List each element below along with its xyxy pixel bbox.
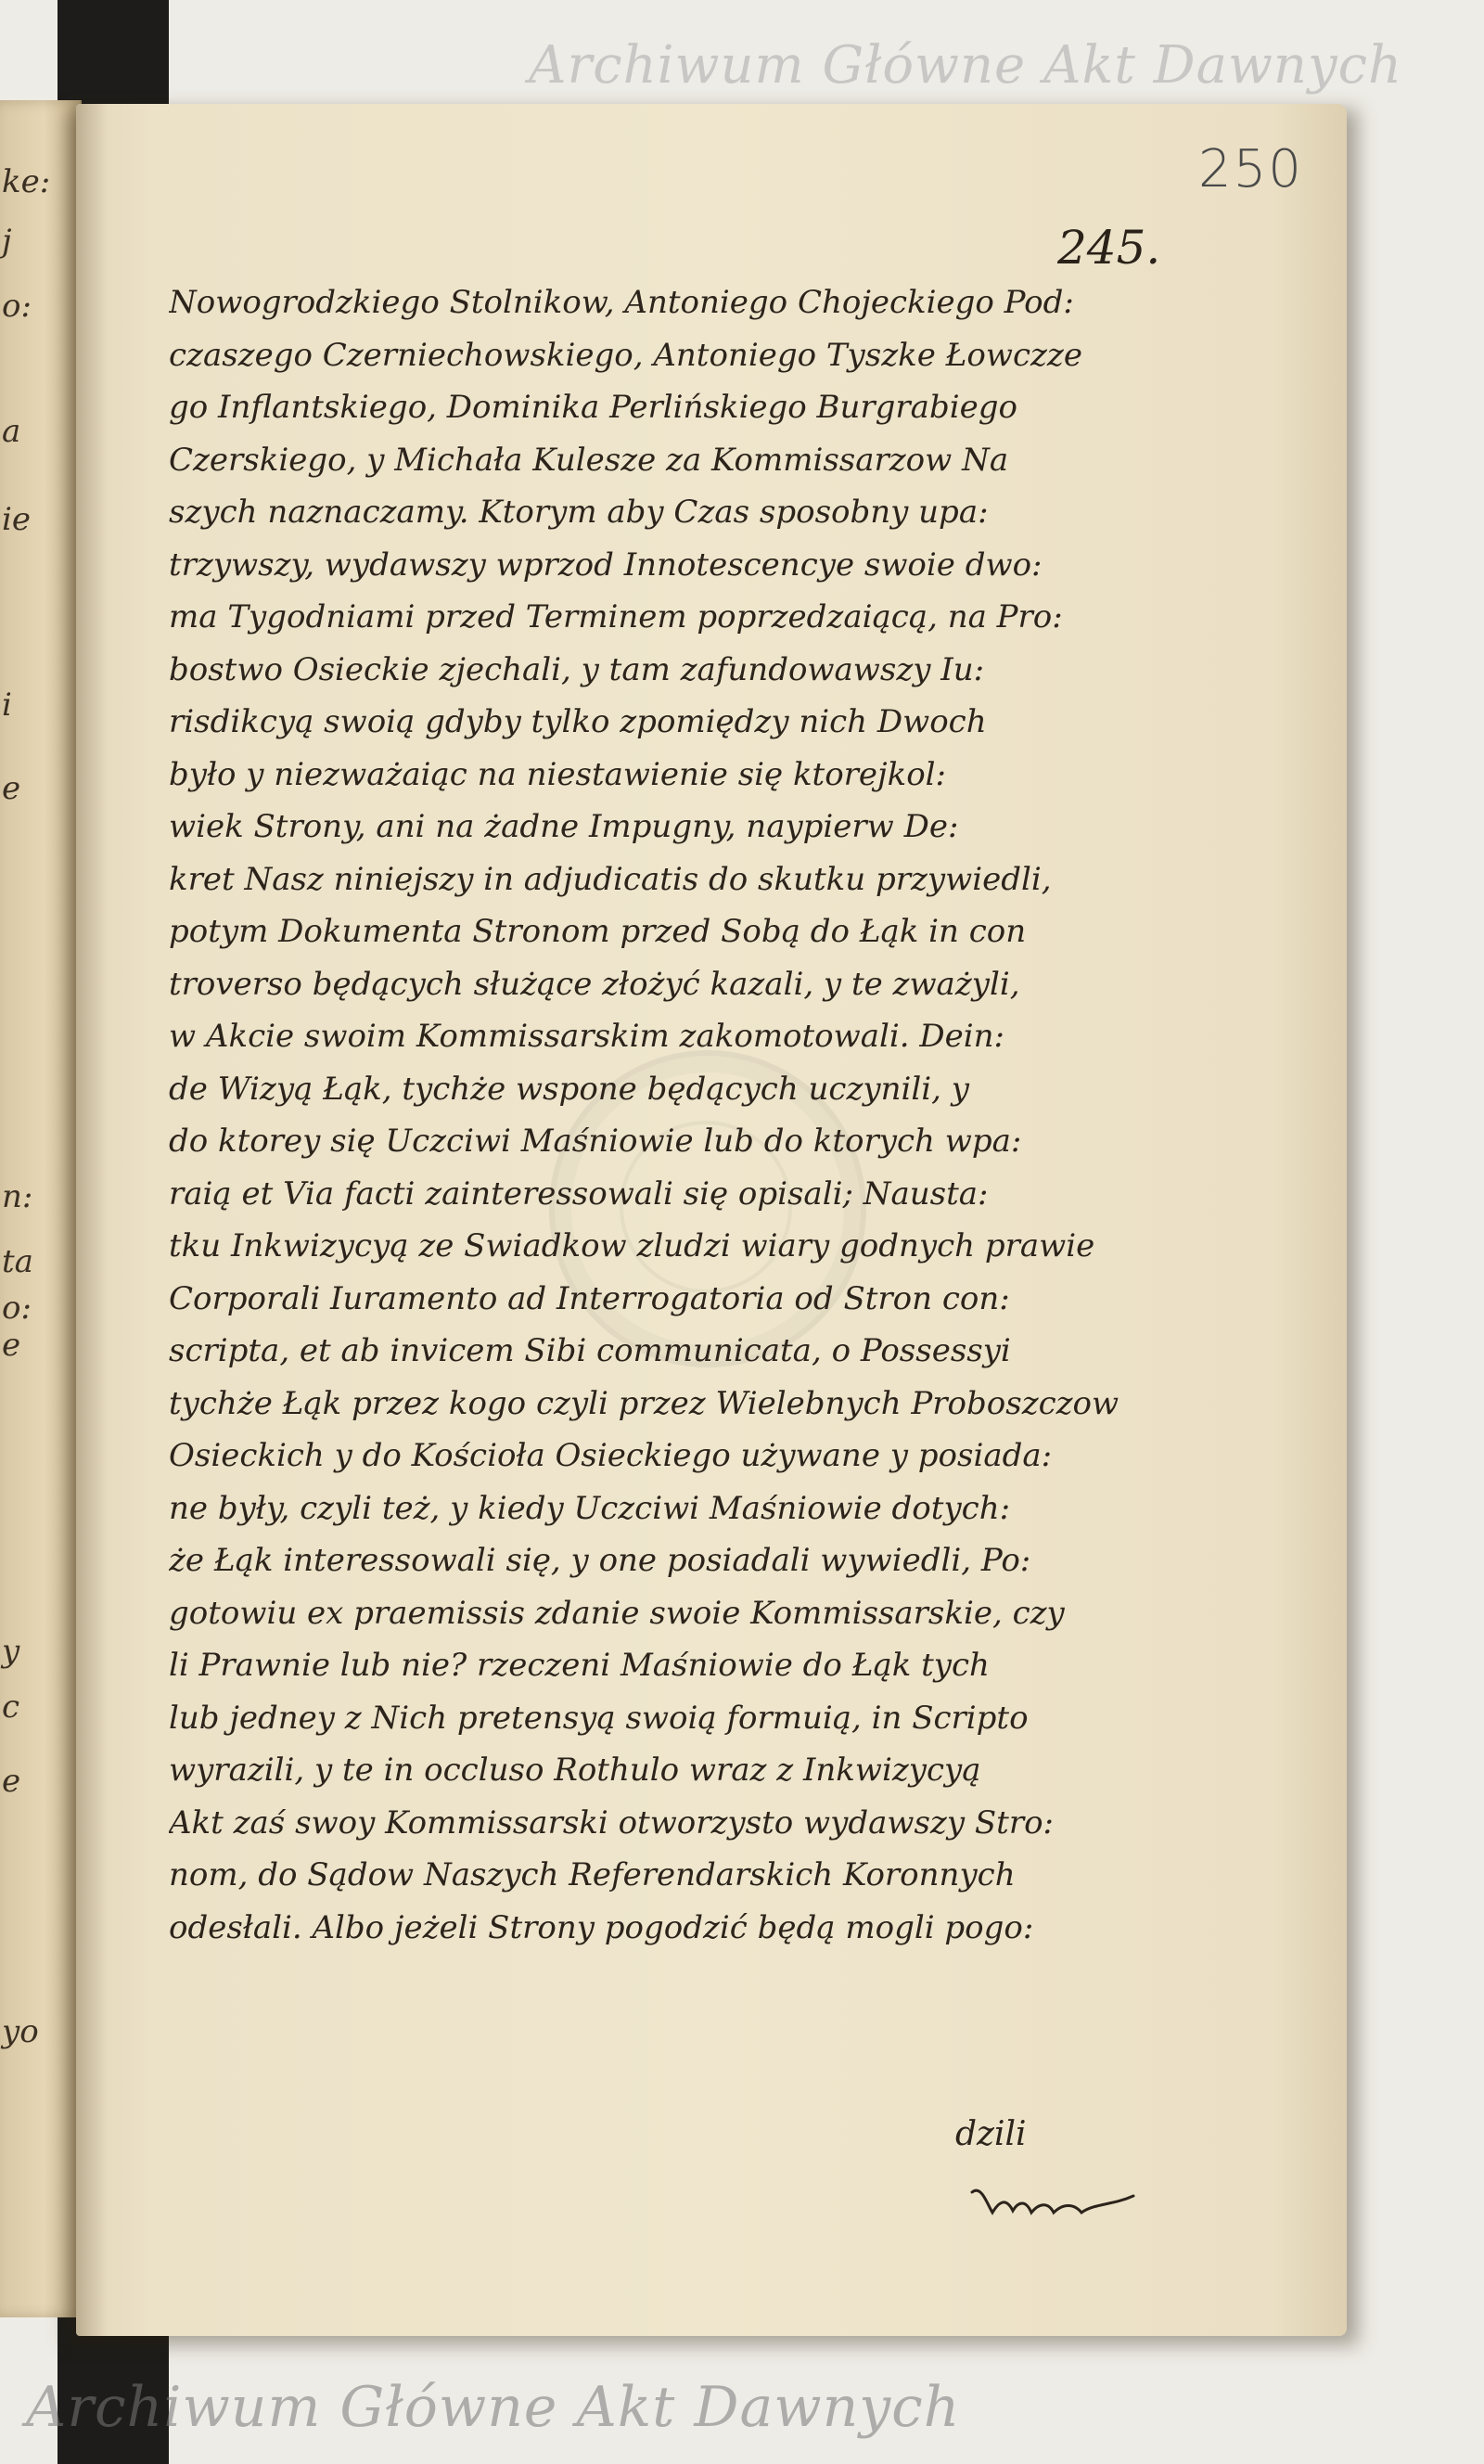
manuscript-line: nom, do Sądow Naszych Referendarskich Koronnych <box>169 1856 1016 1893</box>
watermark-top: Archiwum Główne Akt Dawnych <box>529 35 1403 96</box>
manuscript-line: Osieckich y do Kościoła Osieckiego używane y posiada: <box>169 1437 1053 1474</box>
manuscript-line: go Inflantskiego, Dominika Perlińskiego Burgrabiego <box>169 389 1017 426</box>
manuscript-line: do ktorey się Uczciwi Maśniowie lub do ktorych wpa: <box>169 1123 1022 1160</box>
manuscript-line: potym Dokumenta Stronom przed Sobą do Łąk in con <box>169 913 1027 950</box>
left-page-fragment: a <box>2 413 21 450</box>
left-page-fragment: o: <box>2 288 32 325</box>
signature-flourish-icon <box>965 2175 1141 2231</box>
manuscript-line: ne były, czyli też, y kiedy Uczciwi Maśniowie dotych: <box>169 1489 1011 1527</box>
watermark-bottom: Archiwum Główne Akt Dawnych <box>26 2375 961 2440</box>
manuscript-line: trzywszy, wydawszy wprzod Innotescencye swoie dwo: <box>169 545 1043 584</box>
manuscript-line: troverso będących służące złożyć kazali, y te zważyli, <box>169 965 1020 1003</box>
manuscript-line: kret Nasz niniejszy in adjudicatis do skutku przywiedli, <box>169 860 1052 898</box>
manuscript-line: Corporali Iuramento ad Interrogatoria od Stron con: <box>169 1279 1010 1317</box>
left-page-fragment: yo <box>2 2013 39 2050</box>
manuscript-line: li Prawnie lub nie? rzeczeni Maśniowie do Łąk tych <box>169 1647 990 1684</box>
pencil-folio-number: 250 <box>1198 139 1303 199</box>
signature-word: dzili <box>955 2115 1027 2153</box>
ink-page-number: 245. <box>1057 221 1161 275</box>
manuscript-line: szych naznaczamy. Ktorym aby Czas sposobny upa: <box>169 494 989 531</box>
left-page-fragment: ta <box>2 1243 33 1280</box>
manuscript-line: wiek Strony, ani na żadne Impugny, naypierw De: <box>169 808 959 845</box>
manuscript-line: scripta, et ab invicem Sibi communicata, o Possessyi <box>169 1332 1011 1369</box>
manuscript-line: w Akcie swoim Kommissarskim zakomotowali. Dein: <box>169 1018 1004 1055</box>
manuscript-line: czaszego Czerniechowskiego, Antoniego Tyszke Łowczze <box>169 336 1082 374</box>
manuscript-line: że Łąk interessowali się, y one posiadali wywiedli, Po: <box>169 1542 1031 1579</box>
manuscript-line: odesłali. Albo jeżeli Strony pogodzić będą mogli pogo: <box>169 1908 1034 1946</box>
manuscript-line: Czerskiego, y Michała Kulesze za Kommissarzow Na <box>169 441 1009 479</box>
manuscript-line: bostwo Osieckie zjechali, y tam zafundowawszy Iu: <box>169 650 985 688</box>
manuscript-line: ma Tygodniami przed Terminem poprzedzaiącą, na Pro: <box>169 598 1063 635</box>
left-page-fragment: y <box>2 1633 20 1670</box>
left-page-fragment: ie <box>2 501 31 538</box>
manuscript-text <box>169 276 1245 1954</box>
left-page-fragment: ke: <box>2 163 51 200</box>
left-page-fragment: i <box>2 687 12 724</box>
left-page-fragment: e <box>2 1327 21 1364</box>
manuscript-line: tku Inkwizycyą ze Swiadkow zludzi wiary godnych prawie <box>169 1227 1095 1264</box>
left-page-fragment: j <box>2 223 12 260</box>
manuscript-line: gotowiu ex praemissis zdanie swoie Kommissarskie, czy <box>169 1594 1065 1632</box>
manuscript-line: tychże Łąk przez kogo czyli przez Wielebnych Proboszczow <box>169 1384 1119 1422</box>
manuscript-line: lub jedney z Nich pretensyą swoią formuią, in Scripto <box>169 1699 1029 1737</box>
left-page-fragment: e <box>2 1763 21 1800</box>
left-page-fragment: c <box>2 1688 20 1726</box>
manuscript-line: Nowogrodzkiego Stolnikow, Antoniego Chojeckiego Pod: <box>169 284 1074 321</box>
manuscript-line: risdikcyą swoią gdyby tylko zpomiędzy nich Dwoch <box>169 703 987 740</box>
manuscript-line: było y niezważaiąc na niestawienie się ktorejkol: <box>169 755 946 793</box>
manuscript-line: raią et Via facti zainteressowali się opisali; Nausta: <box>169 1174 989 1213</box>
manuscript-line: de Wizyą Łąk, tychże wspone będących uczynili, y <box>169 1070 969 1108</box>
left-page-fragment: n: <box>2 1178 33 1215</box>
left-page-fragment: o: <box>2 1290 32 1327</box>
manuscript-line: wyrazili, y te in occluso Rothulo wraz z Inkwizycyą <box>169 1752 981 1789</box>
manuscript-line: Akt zaś swoy Kommissarski otworzysto wydawszy Stro: <box>169 1803 1054 1842</box>
left-page-fragment: e <box>2 770 21 807</box>
